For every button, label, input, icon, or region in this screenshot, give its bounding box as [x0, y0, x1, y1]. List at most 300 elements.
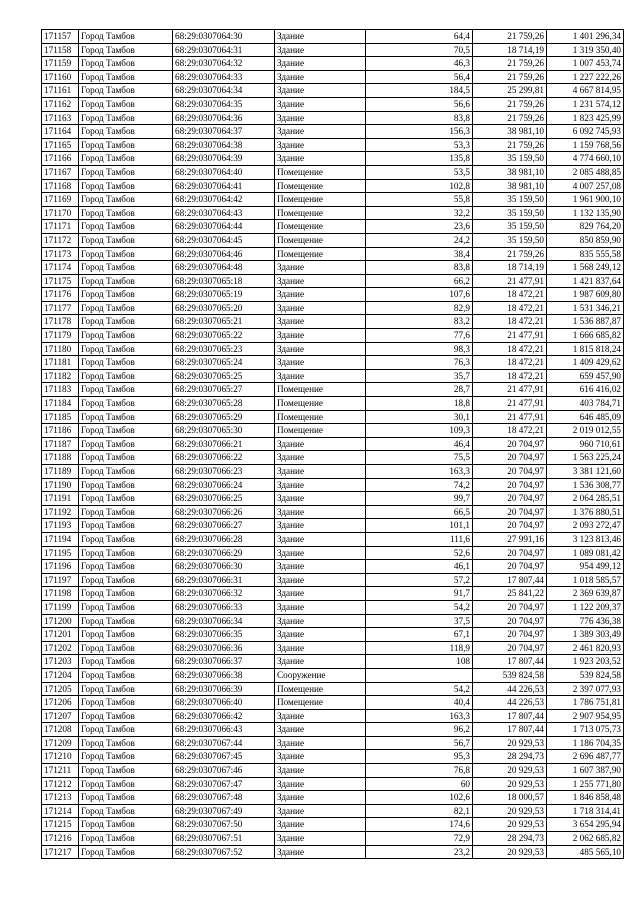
cadastral-value-cell: 2 062 685,82	[547, 832, 624, 846]
cadastral-value-cell: 1 713 075,73	[547, 723, 624, 737]
locality-cell: Город Тамбов	[79, 179, 173, 193]
locality-cell: Город Тамбов	[79, 342, 173, 356]
specific-value-cell: 17 807,44	[473, 655, 547, 669]
locality-cell: Город Тамбов	[79, 247, 173, 261]
area-cell: 77,6	[366, 329, 473, 343]
specific-value-cell: 21 477,91	[473, 410, 547, 424]
cadastral-number-cell: 68:29:0307064:33	[173, 70, 275, 84]
object-type-cell: Помещение	[275, 383, 366, 397]
locality-cell: Город Тамбов	[79, 220, 173, 234]
row-number-cell: 171215	[42, 818, 79, 832]
table-row	[42, 206, 624, 220]
area-cell: 53,5	[366, 165, 473, 179]
specific-value-cell: 21 759,26	[473, 70, 547, 84]
table-row	[42, 410, 624, 424]
table-row	[42, 465, 624, 479]
cadastral-value-cell: 954 499,12	[547, 560, 624, 574]
cadastral-number-cell: 68:29:0307066:39	[173, 682, 275, 696]
row-number-cell: 171167	[42, 165, 79, 179]
cadastral-value-cell: 835 555,58	[547, 247, 624, 261]
row-number-cell: 171210	[42, 750, 79, 764]
specific-value-cell: 18 714,19	[473, 261, 547, 275]
area-cell: 66,2	[366, 274, 473, 288]
locality-cell: Город Тамбов	[79, 301, 173, 315]
row-number-cell: 171206	[42, 696, 79, 710]
cadastral-number-cell: 68:29:0307064:35	[173, 97, 275, 111]
area-cell: 46,4	[366, 437, 473, 451]
object-type-cell: Здание	[275, 546, 366, 560]
specific-value-cell: 17 807,44	[473, 709, 547, 723]
table-row	[42, 233, 624, 247]
row-number-cell: 171182	[42, 369, 79, 383]
object-type-cell: Здание	[275, 84, 366, 98]
area-cell: 53,3	[366, 138, 473, 152]
row-number-cell: 171189	[42, 465, 79, 479]
object-type-cell: Помещение	[275, 193, 366, 207]
specific-value-cell: 20 704,97	[473, 546, 547, 560]
specific-value-cell: 539 824,58	[473, 668, 547, 682]
cadastral-number-cell: 68:29:0307065:25	[173, 369, 275, 383]
specific-value-cell: 25 841,22	[473, 587, 547, 601]
cadastral-number-cell: 68:29:0307066:28	[173, 532, 275, 546]
specific-value-cell: 35 159,50	[473, 152, 547, 166]
cadastral-value-cell: 1 089 081,42	[547, 546, 624, 560]
object-type-cell: Здание	[275, 614, 366, 628]
table-row	[42, 668, 624, 682]
specific-value-cell: 20 704,97	[473, 600, 547, 614]
cadastral-value-cell: 646 485,09	[547, 410, 624, 424]
area-cell: 118,9	[366, 641, 473, 655]
area-cell: 111,6	[366, 532, 473, 546]
locality-cell: Город Тамбов	[79, 233, 173, 247]
specific-value-cell: 21 759,26	[473, 247, 547, 261]
row-number-cell: 171179	[42, 329, 79, 343]
object-type-cell: Помещение	[275, 682, 366, 696]
table-row	[42, 383, 624, 397]
cadastral-value-cell: 1 666 685,82	[547, 329, 624, 343]
locality-cell: Город Тамбов	[79, 804, 173, 818]
object-type-cell: Помещение	[275, 696, 366, 710]
specific-value-cell: 18 472,21	[473, 342, 547, 356]
row-number-cell: 171201	[42, 628, 79, 642]
locality-cell: Город Тамбов	[79, 587, 173, 601]
row-number-cell: 171203	[42, 655, 79, 669]
area-cell: 40,4	[366, 696, 473, 710]
table-row	[42, 655, 624, 669]
cadastral-value-cell: 1 227 222,26	[547, 70, 624, 84]
area-cell: 174,6	[366, 818, 473, 832]
cadastral-value-cell: 1 961 900,10	[547, 193, 624, 207]
row-number-cell: 171211	[42, 764, 79, 778]
row-number-cell: 171184	[42, 397, 79, 411]
cadastral-number-cell: 68:29:0307065:21	[173, 315, 275, 329]
cadastral-value-cell: 3 654 295,94	[547, 818, 624, 832]
cadastral-number-cell: 68:29:0307066:21	[173, 437, 275, 451]
area-cell: 54,2	[366, 682, 473, 696]
cadastral-number-cell: 68:29:0307066:25	[173, 492, 275, 506]
table-row	[42, 587, 624, 601]
cadastral-number-cell: 68:29:0307064:41	[173, 179, 275, 193]
row-number-cell: 171187	[42, 437, 79, 451]
cadastral-number-cell: 68:29:0307067:52	[173, 845, 275, 859]
area-cell: 56,4	[366, 70, 473, 84]
table-row	[42, 723, 624, 737]
object-type-cell: Помещение	[275, 247, 366, 261]
object-type-cell: Здание	[275, 70, 366, 84]
table-row	[42, 179, 624, 193]
object-type-cell: Здание	[275, 30, 366, 44]
table-row	[42, 424, 624, 438]
locality-cell: Город Тамбов	[79, 519, 173, 533]
cadastral-value-cell: 1 122 209,37	[547, 600, 624, 614]
table-row	[42, 288, 624, 302]
row-number-cell: 171158	[42, 43, 79, 57]
locality-cell: Город Тамбов	[79, 329, 173, 343]
area-cell: 54,2	[366, 600, 473, 614]
area-cell: 57,2	[366, 573, 473, 587]
cadastral-number-cell: 68:29:0307066:24	[173, 478, 275, 492]
area-cell: 82,9	[366, 301, 473, 315]
table-row	[42, 165, 624, 179]
row-number-cell: 171163	[42, 111, 79, 125]
object-type-cell: Здание	[275, 505, 366, 519]
object-type-cell: Здание	[275, 791, 366, 805]
locality-cell: Город Тамбов	[79, 383, 173, 397]
cadastral-number-cell: 68:29:0307066:22	[173, 451, 275, 465]
object-type-cell: Помещение	[275, 233, 366, 247]
object-type-cell: Здание	[275, 138, 366, 152]
object-type-cell: Здание	[275, 736, 366, 750]
area-cell: 32,2	[366, 206, 473, 220]
row-number-cell: 171162	[42, 97, 79, 111]
table-row	[42, 220, 624, 234]
object-type-cell: Здание	[275, 560, 366, 574]
table-row	[42, 573, 624, 587]
table-row	[42, 342, 624, 356]
table-row	[42, 560, 624, 574]
object-type-cell: Здание	[275, 532, 366, 546]
locality-cell: Город Тамбов	[79, 600, 173, 614]
specific-value-cell: 38 981,10	[473, 165, 547, 179]
row-number-cell: 171216	[42, 832, 79, 846]
area-cell: 75,5	[366, 451, 473, 465]
specific-value-cell: 20 704,97	[473, 492, 547, 506]
area-cell: 96,2	[366, 723, 473, 737]
locality-cell: Город Тамбов	[79, 206, 173, 220]
row-number-cell: 171209	[42, 736, 79, 750]
cadastral-number-cell: 68:29:0307066:31	[173, 573, 275, 587]
row-number-cell: 171170	[42, 206, 79, 220]
cadastral-value-cell: 3 123 813,46	[547, 532, 624, 546]
area-cell: 24,2	[366, 233, 473, 247]
locality-cell: Город Тамбов	[79, 723, 173, 737]
cadastral-value-cell: 1 319 350,40	[547, 43, 624, 57]
object-type-cell: Здание	[275, 587, 366, 601]
area-cell: 95,3	[366, 750, 473, 764]
cadastral-value-cell: 2 461 820,93	[547, 641, 624, 655]
row-number-cell: 171186	[42, 424, 79, 438]
row-number-cell: 171178	[42, 315, 79, 329]
specific-value-cell: 20 704,97	[473, 478, 547, 492]
area-cell: 76,3	[366, 356, 473, 370]
locality-cell: Город Тамбов	[79, 736, 173, 750]
cadastral-number-cell: 68:29:0307065:22	[173, 329, 275, 343]
specific-value-cell: 25 299,81	[473, 84, 547, 98]
specific-value-cell: 20 929,53	[473, 818, 547, 832]
locality-cell: Город Тамбов	[79, 668, 173, 682]
specific-value-cell: 18 472,21	[473, 424, 547, 438]
cadastral-number-cell: 68:29:0307064:40	[173, 165, 275, 179]
cadastral-number-cell: 68:29:0307066:40	[173, 696, 275, 710]
object-type-cell: Здание	[275, 641, 366, 655]
specific-value-cell: 20 704,97	[473, 560, 547, 574]
cadastral-number-cell: 68:29:0307064:43	[173, 206, 275, 220]
area-cell: 184,5	[366, 84, 473, 98]
area-cell: 38,4	[366, 247, 473, 261]
specific-value-cell: 18 472,21	[473, 301, 547, 315]
cadastral-number-cell: 68:29:0307065:24	[173, 356, 275, 370]
locality-cell: Город Тамбов	[79, 573, 173, 587]
specific-value-cell: 20 929,53	[473, 845, 547, 859]
row-number-cell: 171159	[42, 57, 79, 71]
specific-value-cell: 21 477,91	[473, 383, 547, 397]
table-row	[42, 193, 624, 207]
cadastral-number-cell: 68:29:0307064:45	[173, 233, 275, 247]
row-number-cell: 171188	[42, 451, 79, 465]
cadastral-number-cell: 68:29:0307065:23	[173, 342, 275, 356]
area-cell: 102,8	[366, 179, 473, 193]
row-number-cell: 171200	[42, 614, 79, 628]
locality-cell: Город Тамбов	[79, 764, 173, 778]
object-type-cell: Здание	[275, 750, 366, 764]
object-type-cell: Здание	[275, 97, 366, 111]
table-row	[42, 261, 624, 275]
area-cell: 102,6	[366, 791, 473, 805]
specific-value-cell: 28 294,73	[473, 750, 547, 764]
cadastral-number-cell: 68:29:0307066:37	[173, 655, 275, 669]
object-type-cell: Здание	[275, 125, 366, 139]
area-cell: 156,3	[366, 125, 473, 139]
specific-value-cell: 20 704,97	[473, 437, 547, 451]
row-number-cell: 171185	[42, 410, 79, 424]
row-number-cell: 171175	[42, 274, 79, 288]
cadastral-value-cell: 776 436,38	[547, 614, 624, 628]
object-type-cell: Помещение	[275, 179, 366, 193]
locality-cell: Город Тамбов	[79, 369, 173, 383]
cadastral-number-cell: 68:29:0307065:30	[173, 424, 275, 438]
object-type-cell: Помещение	[275, 397, 366, 411]
cadastral-number-cell: 68:29:0307067:46	[173, 764, 275, 778]
specific-value-cell: 17 807,44	[473, 573, 547, 587]
object-type-cell: Здание	[275, 478, 366, 492]
cadastral-number-cell: 68:29:0307066:33	[173, 600, 275, 614]
area-cell: 52,6	[366, 546, 473, 560]
table-row	[42, 451, 624, 465]
object-type-cell: Здание	[275, 111, 366, 125]
row-number-cell: 171205	[42, 682, 79, 696]
cadastral-value-cell: 1 531 346,21	[547, 301, 624, 315]
table-row	[42, 125, 624, 139]
object-type-cell: Здание	[275, 845, 366, 859]
specific-value-cell: 20 704,97	[473, 641, 547, 655]
cadastral-value-cell: 1 159 768,56	[547, 138, 624, 152]
table-row	[42, 301, 624, 315]
locality-cell: Город Тамбов	[79, 288, 173, 302]
locality-cell: Город Тамбов	[79, 832, 173, 846]
object-type-cell: Помещение	[275, 206, 366, 220]
locality-cell: Город Тамбов	[79, 709, 173, 723]
object-type-cell: Здание	[275, 804, 366, 818]
cadastral-number-cell: 68:29:0307064:37	[173, 125, 275, 139]
area-cell: 83,8	[366, 111, 473, 125]
specific-value-cell: 21 759,26	[473, 57, 547, 71]
row-number-cell: 171183	[42, 383, 79, 397]
cadastral-value-cell: 1 186 704,35	[547, 736, 624, 750]
area-cell: 82,1	[366, 804, 473, 818]
row-number-cell: 171204	[42, 668, 79, 682]
area-cell: 98,3	[366, 342, 473, 356]
cadastral-value-cell: 829 764,20	[547, 220, 624, 234]
cadastral-number-cell: 68:29:0307064:31	[173, 43, 275, 57]
object-type-cell: Здание	[275, 274, 366, 288]
cadastral-value-cell: 1 018 585,57	[547, 573, 624, 587]
object-type-cell: Здание	[275, 764, 366, 778]
locality-cell: Город Тамбов	[79, 682, 173, 696]
object-type-cell: Помещение	[275, 424, 366, 438]
row-number-cell: 171207	[42, 709, 79, 723]
object-type-cell: Здание	[275, 628, 366, 642]
cadastral-number-cell: 68:29:0307064:48	[173, 261, 275, 275]
area-cell: 46,3	[366, 57, 473, 71]
cadastral-value-table	[41, 29, 624, 859]
row-number-cell: 171194	[42, 532, 79, 546]
area-cell: 37,5	[366, 614, 473, 628]
table-row	[42, 397, 624, 411]
area-cell: 60	[366, 777, 473, 791]
cadastral-value-cell: 1 421 837,64	[547, 274, 624, 288]
locality-cell: Город Тамбов	[79, 546, 173, 560]
object-type-cell: Здание	[275, 152, 366, 166]
locality-cell: Город Тамбов	[79, 478, 173, 492]
cadastral-number-cell: 68:29:0307066:27	[173, 519, 275, 533]
object-type-cell: Сооружение	[275, 668, 366, 682]
cadastral-number-cell: 68:29:0307067:49	[173, 804, 275, 818]
cadastral-number-cell: 68:29:0307066:38	[173, 668, 275, 682]
cadastral-value-cell: 1 563 225,24	[547, 451, 624, 465]
area-cell: 18,8	[366, 397, 473, 411]
cadastral-value-cell: 1 255 771,80	[547, 777, 624, 791]
area-cell: 28,7	[366, 383, 473, 397]
area-cell: 163,3	[366, 709, 473, 723]
cadastral-value-cell: 1 401 296,34	[547, 30, 624, 44]
specific-value-cell: 20 929,53	[473, 764, 547, 778]
row-number-cell: 171202	[42, 641, 79, 655]
specific-value-cell: 18 000,57	[473, 791, 547, 805]
specific-value-cell: 20 704,97	[473, 505, 547, 519]
cadastral-value-cell: 4 774 660,10	[547, 152, 624, 166]
cadastral-number-cell: 68:29:0307066:36	[173, 641, 275, 655]
table-row	[42, 152, 624, 166]
locality-cell: Город Тамбов	[79, 70, 173, 84]
area-cell: 109,3	[366, 424, 473, 438]
locality-cell: Город Тамбов	[79, 505, 173, 519]
area-cell: 55,8	[366, 193, 473, 207]
row-number-cell: 171166	[42, 152, 79, 166]
specific-value-cell: 21 477,91	[473, 274, 547, 288]
area-cell	[366, 668, 473, 682]
specific-value-cell: 35 159,50	[473, 233, 547, 247]
object-type-cell: Здание	[275, 451, 366, 465]
row-number-cell: 171157	[42, 30, 79, 44]
specific-value-cell: 28 294,73	[473, 832, 547, 846]
locality-cell: Город Тамбов	[79, 274, 173, 288]
cadastral-value-cell: 2 093 272,47	[547, 519, 624, 533]
locality-cell: Город Тамбов	[79, 43, 173, 57]
cadastral-value-cell: 4 007 257,08	[547, 179, 624, 193]
area-cell: 30,1	[366, 410, 473, 424]
object-type-cell: Здание	[275, 369, 366, 383]
table-row	[42, 750, 624, 764]
object-type-cell: Здание	[275, 492, 366, 506]
table-row	[42, 777, 624, 791]
specific-value-cell: 21 477,91	[473, 329, 547, 343]
row-number-cell: 171161	[42, 84, 79, 98]
row-number-cell: 171174	[42, 261, 79, 275]
area-cell: 66,5	[366, 505, 473, 519]
specific-value-cell: 44 226,53	[473, 696, 547, 710]
locality-cell: Город Тамбов	[79, 451, 173, 465]
specific-value-cell: 21 759,26	[473, 138, 547, 152]
specific-value-cell: 20 704,97	[473, 451, 547, 465]
cadastral-number-cell: 68:29:0307066:35	[173, 628, 275, 642]
locality-cell: Город Тамбов	[79, 410, 173, 424]
cadastral-value-cell: 2 369 639,87	[547, 587, 624, 601]
specific-value-cell: 38 981,10	[473, 125, 547, 139]
table-row	[42, 791, 624, 805]
locality-cell: Город Тамбов	[79, 696, 173, 710]
locality-cell: Город Тамбов	[79, 437, 173, 451]
locality-cell: Город Тамбов	[79, 356, 173, 370]
table-row	[42, 614, 624, 628]
table-row	[42, 764, 624, 778]
table-row	[42, 532, 624, 546]
object-type-cell: Здание	[275, 600, 366, 614]
area-cell: 74,2	[366, 478, 473, 492]
specific-value-cell: 21 477,91	[473, 397, 547, 411]
object-type-cell: Здание	[275, 57, 366, 71]
cadastral-value-cell: 1 718 314,41	[547, 804, 624, 818]
cadastral-value-cell: 2 085 488,85	[547, 165, 624, 179]
cadastral-value-cell: 1 987 609,80	[547, 288, 624, 302]
row-number-cell: 171193	[42, 519, 79, 533]
table-row	[42, 57, 624, 71]
specific-value-cell: 20 704,97	[473, 628, 547, 642]
cadastral-value-cell: 1 815 818,24	[547, 342, 624, 356]
locality-cell: Город Тамбов	[79, 111, 173, 125]
row-number-cell: 171168	[42, 179, 79, 193]
row-number-cell: 171195	[42, 546, 79, 560]
object-type-cell: Здание	[275, 777, 366, 791]
specific-value-cell: 18 472,21	[473, 369, 547, 383]
cadastral-value-cell: 850 859,90	[547, 233, 624, 247]
locality-cell: Город Тамбов	[79, 315, 173, 329]
locality-cell: Город Тамбов	[79, 818, 173, 832]
table-body	[42, 30, 624, 859]
cadastral-number-cell: 68:29:0307065:29	[173, 410, 275, 424]
area-cell: 72,9	[366, 832, 473, 846]
table-row	[42, 628, 624, 642]
locality-cell: Город Тамбов	[79, 261, 173, 275]
